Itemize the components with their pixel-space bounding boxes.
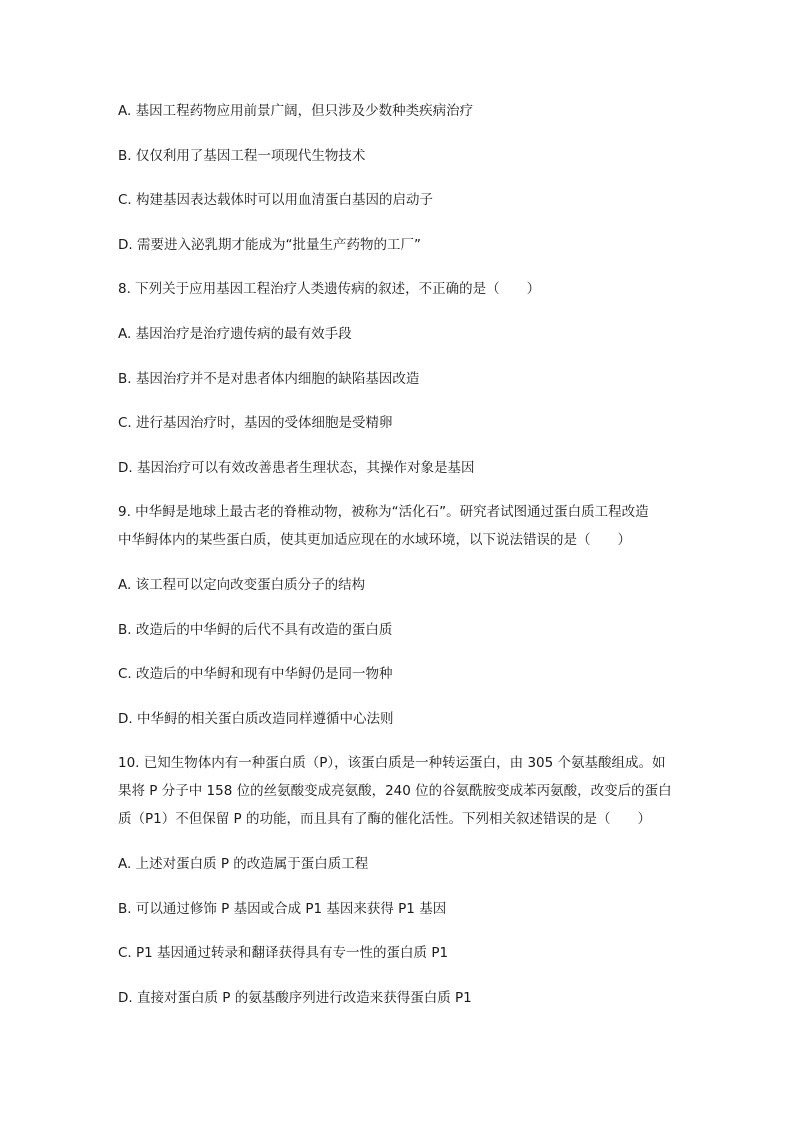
- q8-stem: 8. 下列关于应用基因工程治疗人类遗传病的叙述，不正确的是（ ）: [118, 281, 541, 298]
- q10-option-a: A. 上述对蛋白质 P 的改造属于蛋白质工程: [118, 855, 369, 872]
- q9-option-c: C. 改造后的中华鲟和现有中华鲟仍是同一物种: [118, 666, 393, 683]
- q10-option-b: B. 可以通过修饰 P 基因或合成 P1 基因来获得 P1 基因: [118, 900, 447, 917]
- q8-option-c: C. 进行基因治疗时，基因的受体细胞是受精卵: [118, 415, 393, 432]
- q7-option-a: A. 基因工程药物应用前景广阔，但只涉及少数种类疾病治疗: [118, 103, 474, 119]
- q9-stem: [118, 501, 678, 551]
- q8-option-a: A. 基因治疗是治疗遗传病的最有效手段: [118, 325, 352, 342]
- q10-stem-line-1: 10. 已知生物体内有一种蛋白质（P），该蛋白质是一种转运蛋白，由 305 个氨基酸组成。如: [118, 755, 666, 772]
- q9-option-b: B. 改造后的中华鲟的后代不具有改造的蛋白质: [118, 621, 393, 638]
- q8-option-b: B. 基因治疗并不是对患者体内细胞的缺陷基因改造: [118, 370, 420, 387]
- q9-stem-line-2: 中华鲟体内的某些蛋白质，使其更加适应现在的水域环境，以下说法错误的是（ ）: [118, 532, 631, 549]
- q7-option-c: C. 构建基因表达载体时可以用血清蛋白基因的启动子: [118, 192, 434, 209]
- q7-option-b: B. 仅仅利用了基因工程一项现代生物技术: [118, 147, 366, 164]
- q10-option-c: C. P1 基因通过转录和翻译获得具有专一性的蛋白质 P1: [118, 945, 449, 962]
- q8-option-d: D. 基因治疗可以有效改善患者生理状态，其操作对象是基因: [118, 459, 475, 476]
- question-content: [118, 100, 678, 1031]
- q10-stem-line-2: 果将 P 分子中 158 位的丝氨酸变成亮氨酸，240 位的谷氨酰胺变成苯丙氨酸，改变后的蛋白: [118, 783, 672, 800]
- q9-stem-line-1: 9. 中华鲟是地球上最古老的脊椎动物，被称为“活化石”。研究者试图通过蛋白质工程改造: [118, 504, 649, 521]
- q10-stem: [118, 752, 678, 830]
- q10-stem-line-3: 质（P1）不但保留 P 的功能，而且具有了酶的催化活性。下列相关叙述错误的是（ ）: [118, 811, 651, 828]
- q9-option-d: D. 中华鲟的相关蛋白质改造同样遵循中心法则: [118, 710, 394, 727]
- q7-option-d: D. 需要进入泌乳期才能成为“批量生产药物的工厂”: [118, 236, 421, 253]
- q10-option-d: D. 直接对蛋白质 P 的氨基酸序列进行改造来获得蛋白质 P1: [118, 989, 472, 1006]
- q9-option-a: A. 该工程可以定向改变蛋白质分子的结构: [118, 576, 366, 593]
